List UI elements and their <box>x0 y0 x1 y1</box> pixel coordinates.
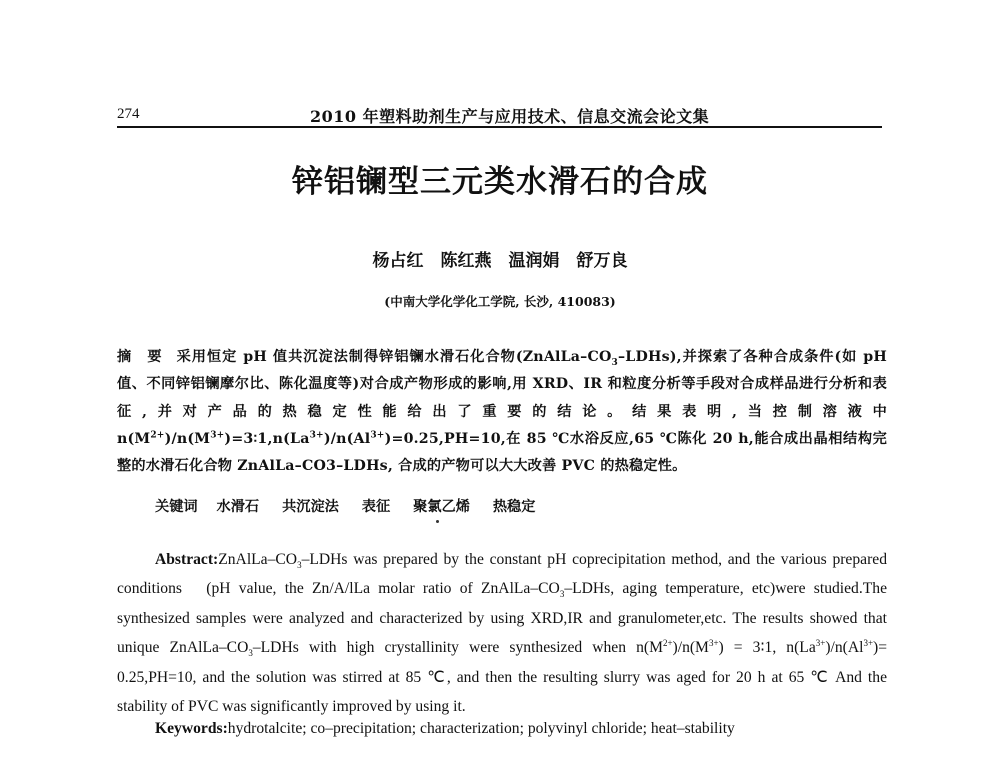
superscript: 3+ <box>210 430 225 441</box>
keyword-item: 聚氯乙烯 <box>413 499 470 515</box>
subscript: 3 <box>297 560 302 571</box>
subscript: 3 <box>248 648 253 659</box>
abstract-en-text: )/n(Al <box>825 639 864 657</box>
keywords-cn <box>155 496 553 516</box>
superscript: 3+ <box>309 430 324 441</box>
authors: 杨占红 陈红燕 温润娟 舒万良 <box>372 251 628 271</box>
keywords-en-label: Keywords <box>155 720 223 737</box>
paper-title: 锌铝镧型三元类水滑石的合成 <box>292 164 708 200</box>
abstract-cn-text: –LDHs),并探索了各种合成条件(如 pH 值、不同锌铝镧摩尔比、陈化温度等)对合成产物形成的影响,用 XRD、IR 和粒度分析等手段对合成样品进行分析和表征,并对产品的热稳定性能给出了重要的结论。结果表明,当控制溶液中 n(M <box>117 349 888 447</box>
keyword-item: 热稳定 <box>492 499 536 515</box>
superscript: 3+ <box>815 638 826 649</box>
keywords-en-text: hydrotalcite; co–precipitation; characterization; polyvinyl chloride; heat–stability <box>227 720 735 737</box>
abstract-en-text: ) = 3∶1, n(La <box>718 639 816 657</box>
abstract-cn-text: )=0.25,PH=10,在 85 ℃水浴反应,65 ℃陈化 20 h,能合成出晶相结构完整的水滑石化合物 ZnAlLa–CO3–LDHs, 合成的产物可以大大改善 PVC 的热稳定性。 <box>117 430 887 475</box>
superscript: 2+ <box>150 430 165 441</box>
abstract-cn-text: )=3∶1,n(La <box>224 430 310 447</box>
abstract-cn-text: )/n(Al <box>323 430 371 447</box>
abstract-cn-label: 摘 要 <box>117 349 163 365</box>
subscript: 3 <box>611 357 618 368</box>
abstract-en-label: Abstract <box>155 551 214 568</box>
keyword-item: 水滑石 <box>216 499 260 515</box>
abstract-en-text: ZnAlLa–CO <box>218 551 298 568</box>
abstract-en-text: )= 0.25,PH=10, and the solution was stirred at 85 ℃, and then the resulting slurry was aged for 20 h at 65 ℃ And the stability of PVC was significantly improved by using it. <box>117 639 888 716</box>
superscript: 2+ <box>662 638 673 649</box>
abstract-en-text: )/n(M <box>672 639 709 657</box>
abstract-cn-text: 采用恒定 pH 值共沉淀法制得锌铝镧水滑石化合物(ZnAlLa–CO <box>176 349 612 365</box>
abstract-en-text: –LDHs with high crystallinity were synthesized when n(M <box>252 639 663 657</box>
separator-dot <box>436 520 439 523</box>
keywords-cn-label: 关键词 <box>155 499 198 515</box>
subscript: 3 <box>559 589 565 600</box>
keywords-en <box>155 720 735 738</box>
page-number: 274 <box>117 106 140 122</box>
abstract-cn-text: )/n(M <box>164 430 211 447</box>
header-rule <box>117 126 882 128</box>
affiliation: (中南大学化学化工学院, 长沙, 410083) <box>384 294 616 309</box>
keyword-item: 共沉淀法 <box>282 499 339 515</box>
abstract-en <box>117 545 887 721</box>
abstract-en-text: –LDHs was prepared by the constant pH coprecipitation method, and the various prepared conditions (pH value, the Zn/A/lLa molar ratio of ZnAlLa–CO <box>117 551 887 598</box>
superscript: 3+ <box>708 638 719 649</box>
superscript: 3+ <box>863 638 874 649</box>
abstract-cn <box>117 344 887 480</box>
running-head: 2010 年塑料助剂生产与应用技术、信息交流会论文集 <box>310 107 710 126</box>
superscript: 3+ <box>370 430 385 441</box>
keywords-en-sep: : <box>222 720 228 737</box>
abstract-en-text: –LDHs, aging temperature, etc)were studied.The synthesized samples were analyzed and characterized by using XRD,IR and granulometer,etc. The results showed that unique ZnAlLa–CO <box>117 580 887 657</box>
abstract-en-sep: : <box>213 551 219 568</box>
keyword-item: 表征 <box>361 499 391 515</box>
